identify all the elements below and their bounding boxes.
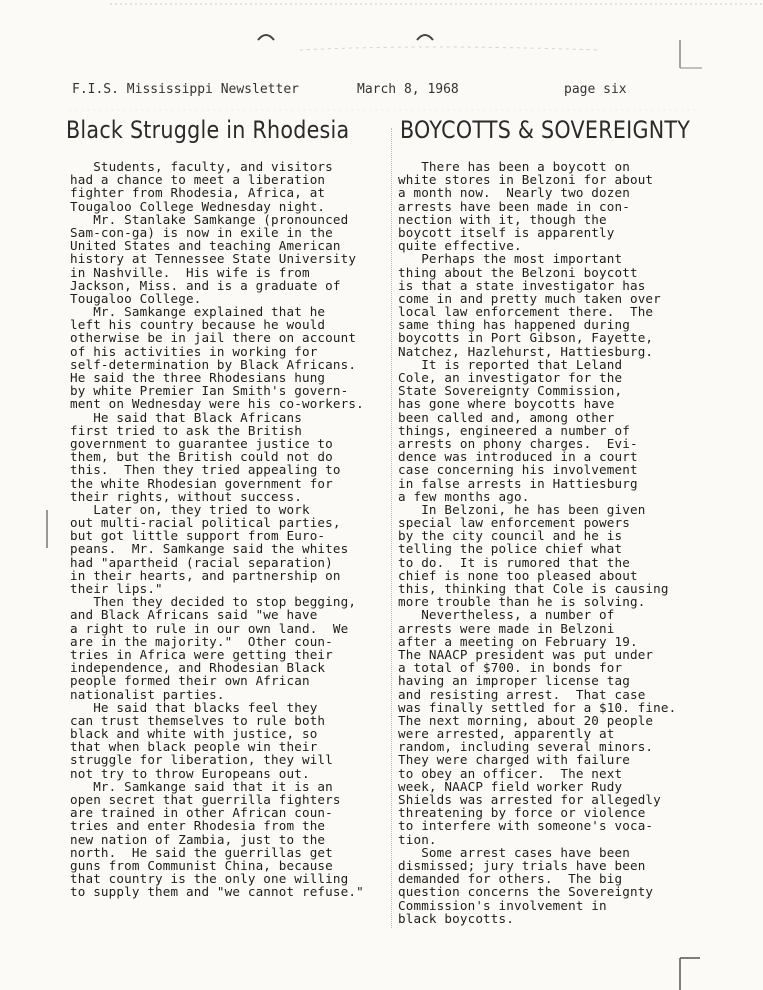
text-line: same thing has happened during (398, 317, 630, 333)
text-line: dence was introduced in a court (398, 449, 638, 465)
text-line: He said that Black Africans (70, 409, 302, 425)
text-line: had "apartheid (racial separation) (70, 554, 333, 570)
text-line: Mr. Samkange explained that he (70, 304, 326, 320)
text-line: State Sovereignty Commission, (398, 383, 623, 399)
text-line: by the city council and he is (398, 528, 623, 544)
text-line: Tougaloo College. (70, 290, 202, 306)
text-line: Tougaloo College Wednesday night. (70, 198, 326, 214)
text-line: new nation of Zambia, just to the (70, 831, 326, 847)
text-line: their rights, without success. (70, 488, 302, 504)
text-line: are in the majority." Other coun- (70, 633, 333, 649)
text-line: a right to rule in our own land. We (70, 620, 349, 636)
text-line: telling the police chief what (398, 541, 623, 557)
text-line: is that a state investigator has (398, 277, 646, 293)
text-line: tries in Africa were getting their (70, 646, 333, 662)
text-line: question concerns the Sovereignty (398, 884, 654, 900)
text-line: out multi-racial political parties, (70, 515, 341, 531)
text-line: The next morning, about 20 people (398, 712, 654, 728)
text-line: Then they decided to stop begging, (70, 594, 357, 610)
text-line: that country is the only one willing (70, 871, 349, 887)
text-line: of his activities in working for (70, 343, 318, 359)
text-line: arrests on phony charges. Evi- (398, 435, 638, 451)
text-line: in false arrests in Hattiesburg (398, 475, 638, 491)
text-line: in their hearts, and partnership on (70, 567, 341, 583)
text-line: nationalist parties. (70, 686, 225, 702)
text-line: threatening by force or violence (398, 805, 646, 821)
text-line: north. He said the guerrillas get (70, 844, 333, 860)
text-line: independence, and Rhodesian Black (70, 660, 326, 676)
right-article-headline: BOYCOTTS & SOVEREIGNTY (400, 116, 691, 144)
text-line: to obey an officer. The next (398, 765, 623, 781)
text-line: open secret that guerrilla fighters (70, 792, 341, 807)
text-line: guns from Communist China, because (70, 857, 333, 873)
text-line: quite effective. (398, 238, 522, 254)
page-number: page six (564, 82, 627, 97)
text-line: in Nashville. His wife is from (70, 264, 310, 280)
text-line: They were charged with failure (398, 752, 630, 768)
text-line: Natchez, Hazlehurst, Hattiesburg. (398, 343, 654, 359)
text-line: otherwise be in jail there on account (70, 330, 357, 346)
text-line: first tried to ask the British (70, 422, 302, 438)
text-line: arrests have been made in con- (398, 198, 630, 214)
text-line: chief is none too pleased about (398, 567, 638, 583)
text-line: not try to throw Europeans out. (70, 765, 310, 781)
text-line: dismissed; jury trials have been (398, 857, 646, 873)
text-line: boycott itself is apparently (398, 224, 615, 240)
text-line: It is reported that Leland (398, 356, 623, 372)
text-line: arrests were made in Belzoni (398, 620, 615, 636)
text-line: that when black people win their (70, 739, 318, 755)
text-line: their lips." (70, 581, 163, 596)
text-line: Some arrest cases have been (398, 844, 630, 860)
text-line: black and white with justice, so (70, 726, 318, 742)
text-line: He said that blacks feel they (70, 699, 318, 715)
text-line: a month now. Nearly two dozen (398, 185, 630, 201)
text-line: boycotts in Port Gibson, Fayette, (398, 330, 654, 346)
text-line: more trouble than he is solving. (398, 594, 646, 610)
left-article-body (70, 160, 390, 899)
text-line: nection with it, though the (398, 211, 607, 227)
column-divider (391, 128, 392, 928)
text-line: after a meeting on February 19. (398, 633, 638, 649)
text-line: local law enforcement there. The (398, 304, 654, 320)
text-line: to supply them and "we cannot refuse." (70, 884, 364, 900)
text-line: fighter from Rhodesia, Africa, at (70, 185, 326, 201)
text-line: was finally settled for a $10. fine. (398, 699, 677, 715)
text-line: this. Then they tried appealing to (70, 462, 341, 478)
text-line: had a chance to meet a liberation (70, 172, 326, 188)
right-article-body (398, 160, 718, 925)
text-line: can trust themselves to rule both (70, 712, 326, 728)
text-line: thing about the Belzoni boycott (398, 264, 638, 280)
text-line: left his country because he would (70, 317, 326, 333)
text-line: struggle for liberation, they will (70, 752, 333, 768)
text-line: case concerning his involvement (398, 462, 638, 478)
text-line: Jackson, Miss. and is a graduate of (70, 277, 341, 293)
text-line: demanded for others. The big (398, 871, 623, 887)
text-line: been called and, among other (398, 409, 615, 425)
text-line: to do. It is rumored that the (398, 554, 630, 570)
text-line: Mr. Samkange said that it is an (70, 778, 333, 794)
text-line: United States and teaching American (70, 238, 341, 254)
text-line: The NAACP president was put under (398, 646, 654, 662)
text-line: government to guarantee justice to (70, 435, 333, 451)
text-line: having an improper license tag (398, 673, 630, 689)
left-article-headline: Black Struggle in Rhodesia (66, 116, 350, 144)
text-line: Perhaps the most important (398, 251, 623, 267)
text-line: but got little support from Euro- (70, 528, 326, 544)
text-line: In Belzoni, he has been given (398, 501, 646, 517)
text-line: and Black Africans said "we have (70, 607, 318, 623)
text-line: the white Rhodesian government for (70, 475, 333, 491)
text-line: Cole, an investigator for the (398, 370, 623, 385)
text-line: Commission's involvement in (398, 897, 607, 913)
text-line: a few months ago. (398, 488, 530, 504)
text-line: them, but the British could not do (70, 449, 333, 465)
text-line: Later on, they tried to work (70, 501, 310, 517)
text-line: by white Premier Ian Smith's govern- (70, 383, 349, 399)
text-line: self-determination by Black Africans. (70, 356, 357, 372)
newsletter-header (72, 82, 652, 102)
text-line: peans. Mr. Samkange said the whites (70, 541, 349, 557)
text-line: week, NAACP field worker Rudy (398, 778, 623, 794)
issue-date: March 8, 1968 (357, 82, 459, 97)
text-line: a total of $700. in bonds for (398, 660, 623, 676)
text-line: to interfere with someone's voca- (398, 818, 654, 834)
text-line: He said the three Rhodesians hung (70, 370, 326, 385)
newsletter-title: F.I.S. Mississippi Newsletter (72, 82, 299, 97)
text-line: special law enforcement powers (398, 515, 630, 531)
text-line: were arrested, apparently at (398, 726, 615, 742)
text-line: Students, faculty, and visitors (70, 159, 333, 174)
text-line: Sam-con-ga) is now in exile in the (70, 224, 333, 240)
text-line: white stores in Belzoni for about (398, 172, 654, 188)
text-line: people formed their own African (70, 673, 310, 689)
text-line: random, including several minors. (398, 739, 654, 755)
text-line: things, engineered a number of (398, 422, 630, 438)
text-line: Shields was arrested for allegedly (398, 792, 661, 807)
text-line: come in and pretty much taken over (398, 290, 661, 306)
text-line: has gone where boycotts have (398, 396, 615, 412)
text-line: black boycotts. (398, 910, 514, 926)
text-line: are trained in other African coun- (70, 805, 333, 821)
text-line: history at Tennessee State University (70, 251, 357, 267)
text-line: this, thinking that Cole is causing (398, 581, 669, 596)
text-line: and resisting arrest. That case (398, 686, 646, 702)
text-line: Mr. Stanlake Samkange (pronounced (70, 211, 349, 227)
text-line: tion. (398, 831, 437, 847)
text-line: Nevertheless, a number of (398, 607, 615, 623)
text-line: tries and enter Rhodesia from the (70, 818, 326, 834)
text-line: There has been a boycott on (398, 159, 630, 174)
text-line: ment on Wednesday were his co-workers. (70, 396, 364, 412)
